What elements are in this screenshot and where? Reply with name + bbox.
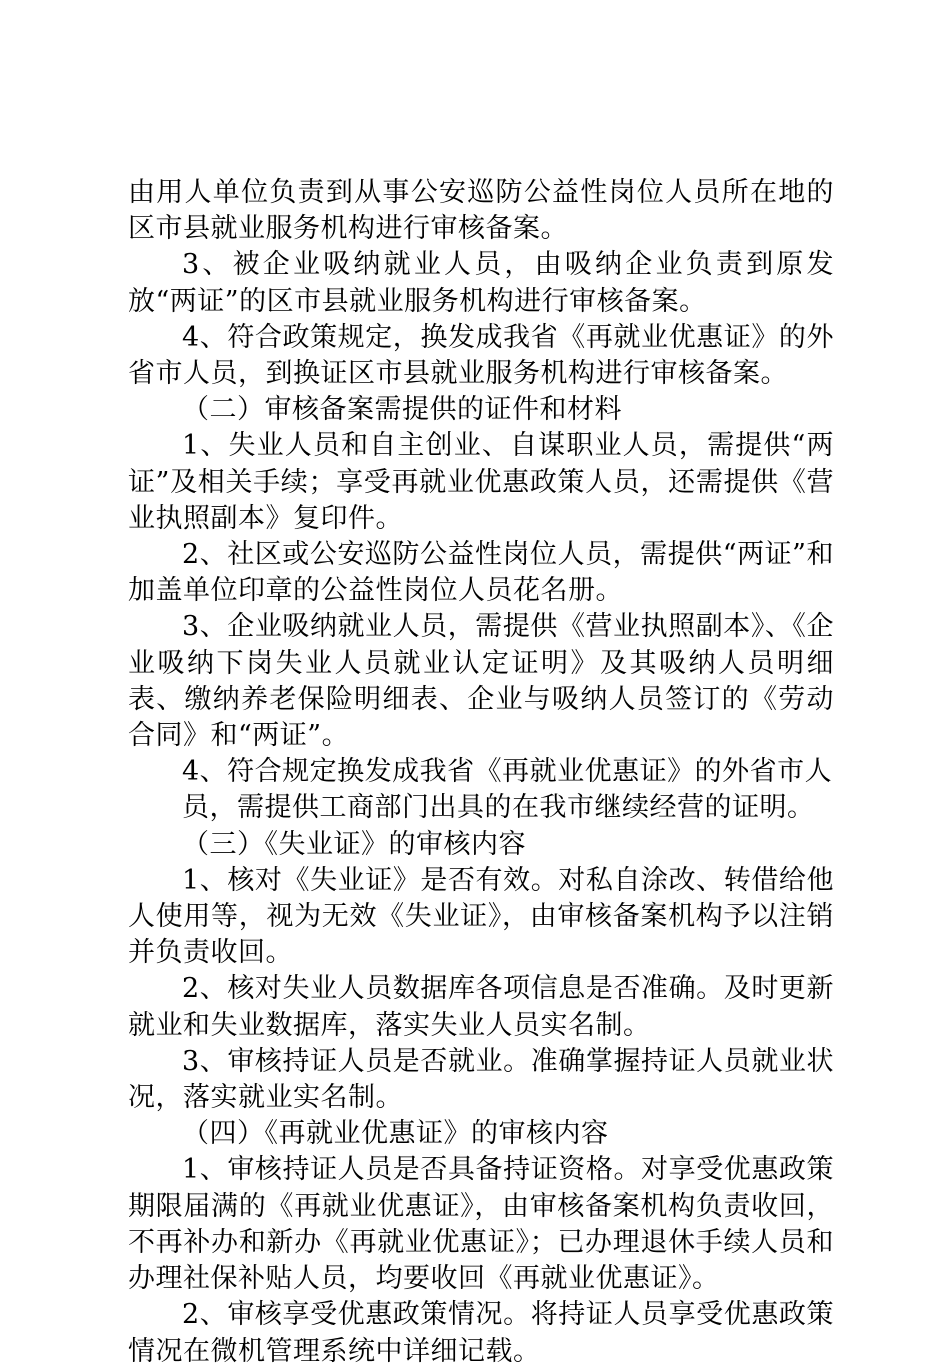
paragraph: 2、核对失业人员数据库各项信息是否准确。及时更新就业和失业数据库，落实失业人员实名制。: [128, 973, 834, 1041]
paragraph-line: 4、符合规定换发成我省《再就业优惠证》的外省市人: [182, 756, 833, 788]
paragraph: 1、审核持证人员是否具备持证资格。对享受优惠政策期限届满的《再就业优惠证》，由审核备案机构负责收回，不再补办和新办《再就业优惠证》；已办理退休手续人员和办理社保补贴人员，均要收回《再就业优惠证》。: [128, 1154, 834, 1295]
paragraph: 4、符合政策规定，换发成我省《再就业优惠证》的外省市人员，到换证区市县就业服务机构进行审核备案。: [128, 321, 834, 390]
paragraph: 1、核对《失业证》是否有效。对私自涂改、转借给他人使用等，视为无效《失业证》，由审核备案机构予以注销并负责收回。: [128, 864, 834, 969]
paragraph: 3、被企业吸纳就业人员，由吸纳企业负责到原发放“两证”的区市县就业服务机构进行审核备案。: [128, 249, 834, 317]
section-heading: （二）审核备案需提供的证件和材料: [182, 394, 622, 426]
paragraph-line: 员，需提供工商部门出具的在我市继续经营的证明。: [182, 792, 815, 824]
paragraph: 1、失业人员和自主创业、自谋职业人员，需提供“两证”及相关手续；享受再就业优惠政策人员，还需提供《营业执照副本》复印件。: [128, 430, 834, 534]
paragraph: 由用人单位负责到从事公安巡防公益性岗位人员所在地的区市县就业服务机构进行审核备案。: [128, 177, 834, 245]
document-body: [128, 175, 834, 1370]
paragraph: 3、企业吸纳就业人员，需提供《营业执照副本》、《企业吸纳下岗失业人员就业认定证明》及其吸纳人员明细表、缴纳养老保险明细表、企业与吸纳人员签订的《劳动合同》和“两证”。: [128, 611, 834, 752]
paragraph: 3、审核持证人员是否就业。准确掌握持证人员就业状况，落实就业实名制。: [128, 1045, 834, 1114]
paragraph: 2、社区或公安巡防公益性岗位人员，需提供“两证”和加盖单位印章的公益性岗位人员花名册。: [128, 539, 834, 607]
section-heading: （四）《再就业优惠证》的审核内容: [182, 1118, 609, 1150]
section-heading: （三）《失业证》的审核内容: [182, 828, 526, 860]
paragraph: 2、审核享受优惠政策情况。将持证人员享受优惠政策情况在微机管理系统中详细记载。: [128, 1299, 834, 1367]
